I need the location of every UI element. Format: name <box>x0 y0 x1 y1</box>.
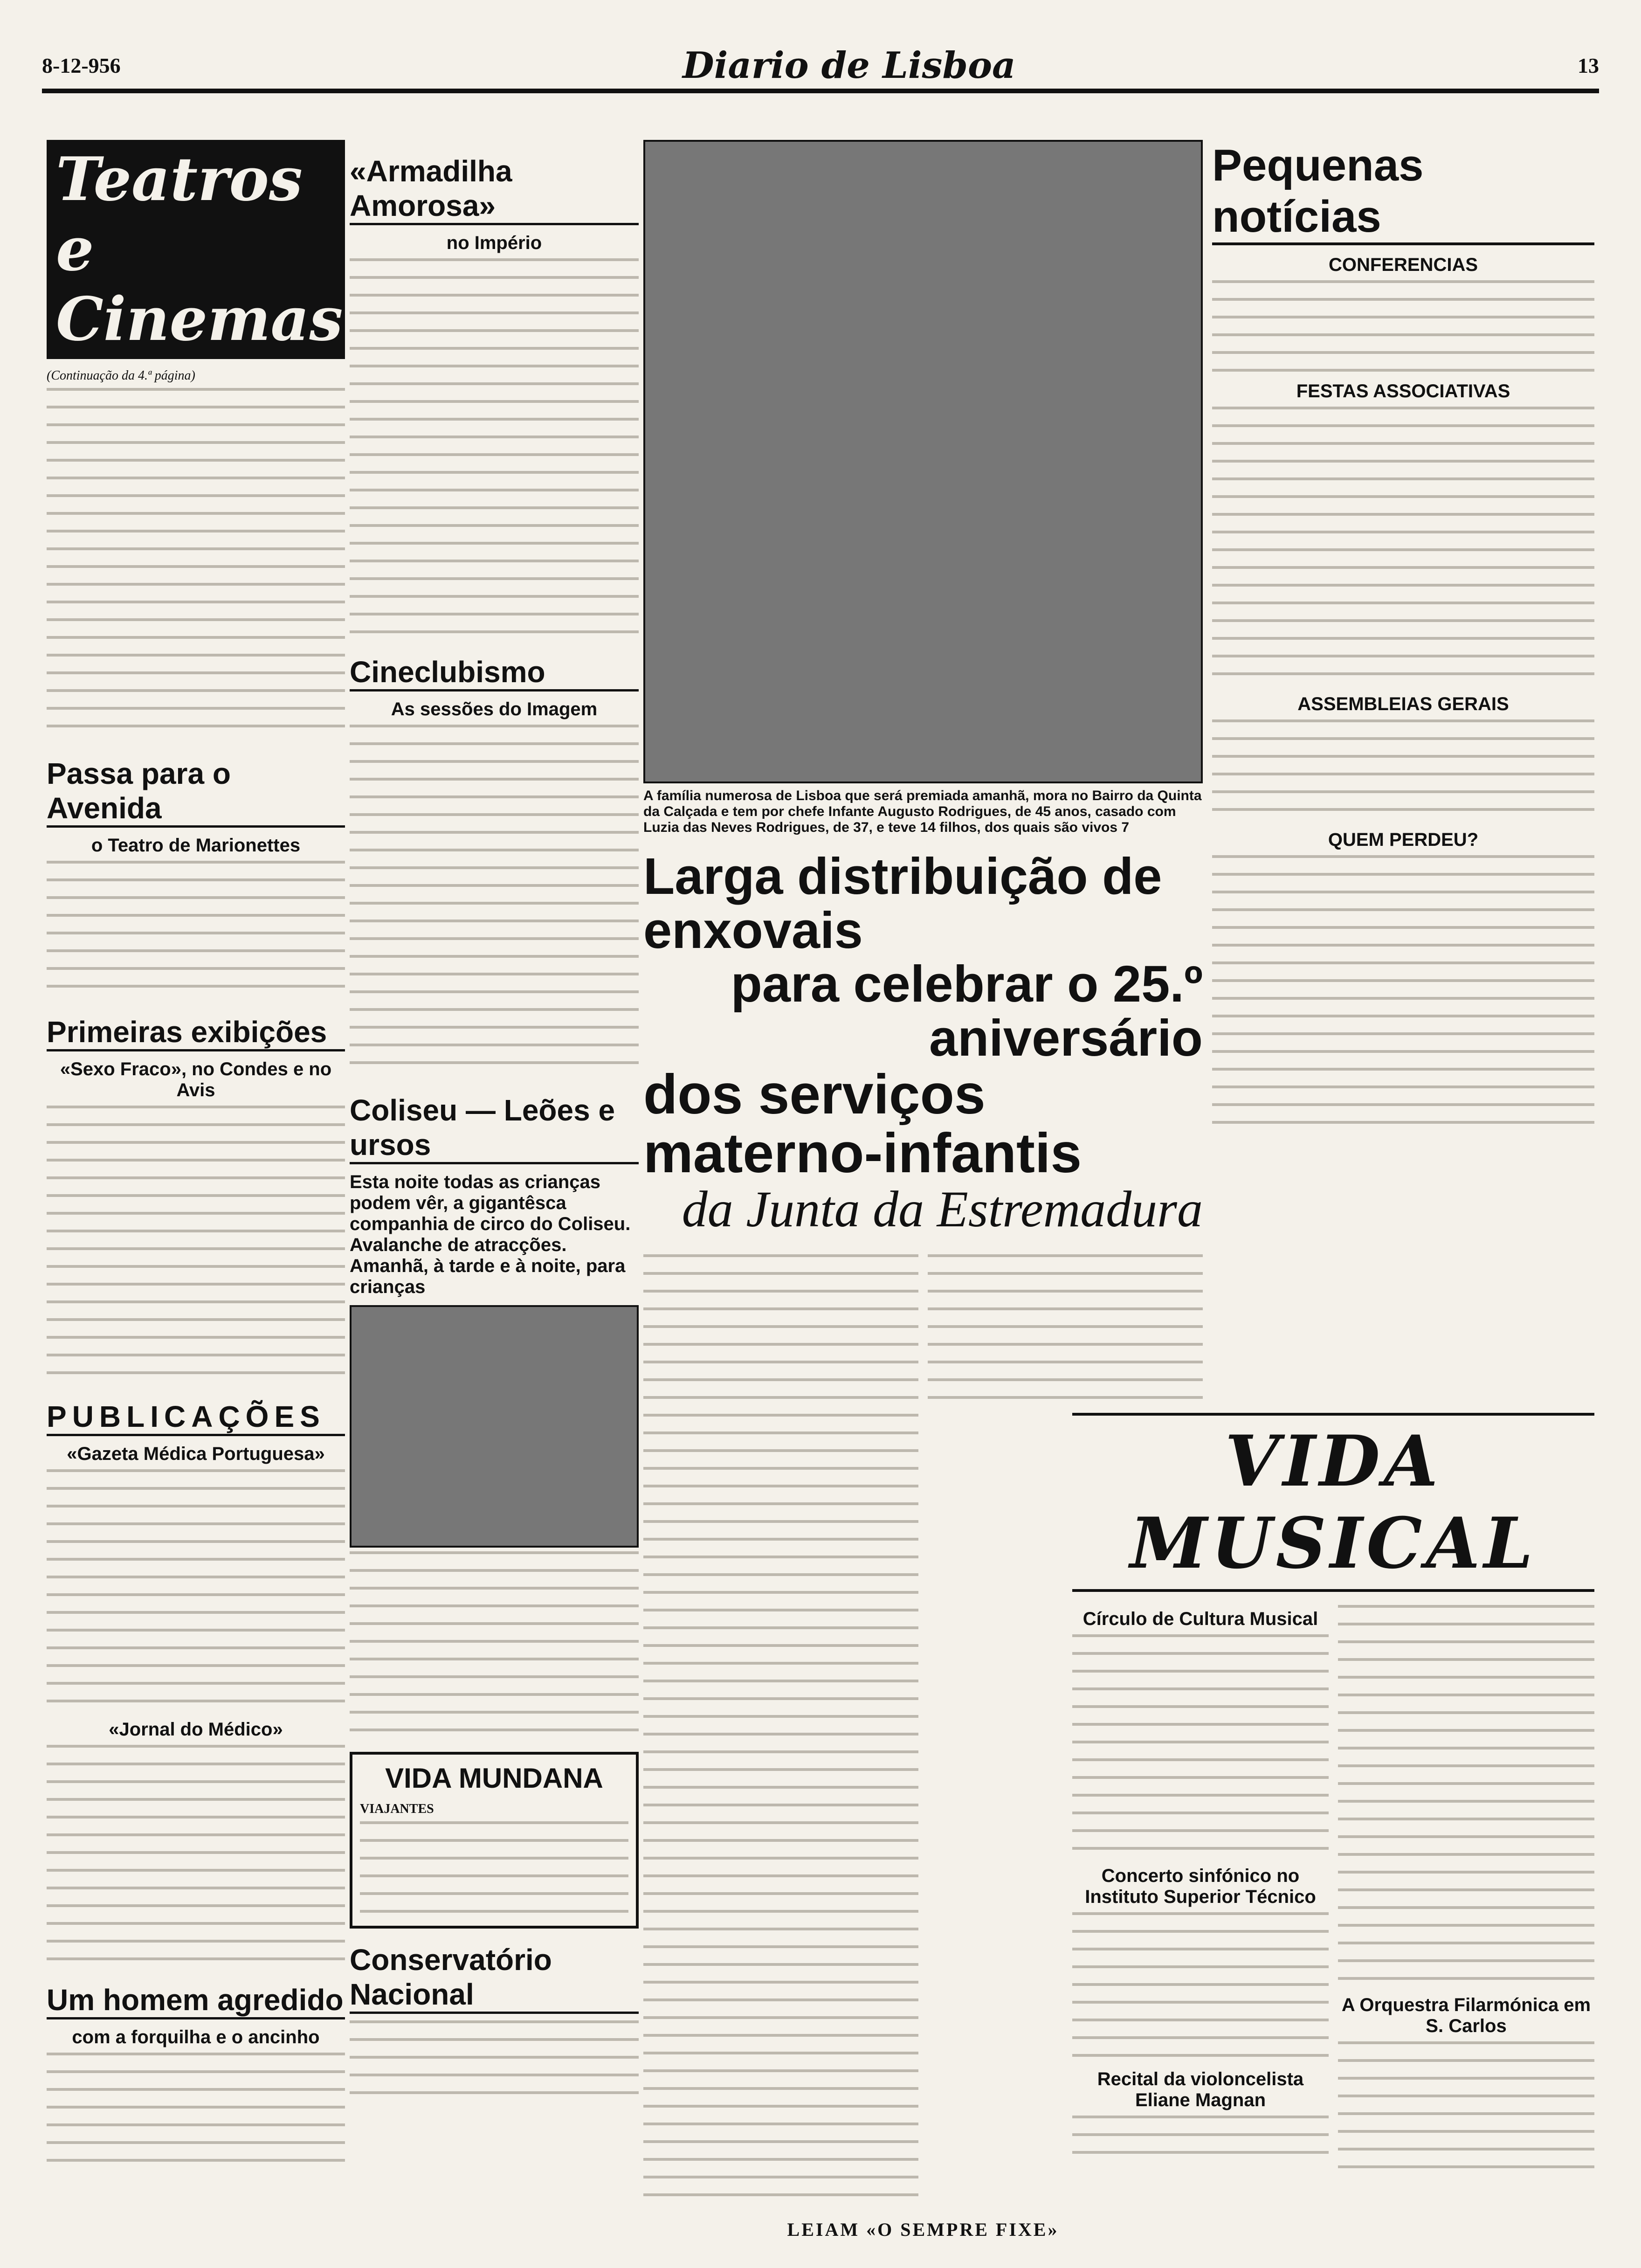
conservatorio-heading: Conservatório Nacional <box>350 1943 639 2014</box>
circus-photo <box>350 1305 639 1548</box>
vida-musical-section <box>1072 1399 1594 2185</box>
article-body <box>47 388 345 742</box>
article-body <box>47 861 345 1001</box>
article-body <box>47 1745 345 1969</box>
article-body <box>47 1106 345 1385</box>
assembleias-heading: ASSEMBLEIAS GERAIS <box>1297 694 1509 714</box>
continuation-note: (Continuação da 4.ª página) <box>47 368 195 383</box>
article-body <box>1338 1605 1594 1987</box>
headline-line-3: dos serviços materno-infantis <box>643 1063 1082 1184</box>
festas-heading: FESTAS ASSOCIATIVAS <box>1296 381 1510 401</box>
conferencias-heading: CONFERENCIAS <box>1328 255 1478 275</box>
column-1 <box>47 140 345 2229</box>
armadilha-subheading: no Império <box>446 233 542 253</box>
avenida-subheading: o Teatro de Marionettes <box>91 835 301 856</box>
quem-perdeu-heading: QUEM PERDEU? <box>1328 830 1479 850</box>
primeiras-heading: Primeiras exibições <box>47 1015 345 1051</box>
recital-heading: Recital da violoncelista Eliane Magnan <box>1097 2069 1304 2110</box>
photo-caption: A família numerosa de Lisboa que será premiada amanhã, mora no Bairro da Quinta da Calçada e tem por chefe Infante Augusto Rodrigues, de 45 anos, casado com Luzia das Neves Rodrigues, de 37, e teve 14 filhos, dos quais são vivos 7 <box>643 788 1202 835</box>
column-2 <box>350 140 639 2229</box>
avenida-heading: Passa para o Avenida <box>47 756 345 828</box>
article-body <box>1072 1912 1329 2061</box>
article-body <box>1212 855 1594 1126</box>
article-body <box>1072 2116 1329 2162</box>
headline-line-1: Larga distribuição de enxovais <box>643 848 1162 959</box>
gazeta-subheading: «Gazeta Médica Portuguesa» <box>67 1444 325 1464</box>
article-body <box>47 2053 345 2164</box>
armadilha-heading: «Armadilha Amorosa» <box>350 154 639 225</box>
coliseu-heading: Coliseu — Leões e ursos <box>350 1093 639 1164</box>
headline-line-2: para celebrar o 25.º aniversário <box>731 955 1203 1067</box>
publicacoes-heading: PUBLICAÇÕES <box>47 1399 345 1436</box>
headline-line-4: da Junta da Estremadura <box>682 1181 1203 1238</box>
section-banner: Teatros e Cinemas <box>47 140 345 359</box>
article-body <box>1338 2041 1594 2181</box>
issue-date: 8-12-956 <box>42 53 121 77</box>
cineclubismo-subheading: As sessões do Imagem <box>391 699 598 719</box>
agredido-subheading: com a forquilha e o ancinho <box>72 2027 320 2047</box>
jornal-subheading: «Jornal do Médico» <box>109 1719 283 1740</box>
article-body <box>1212 719 1594 822</box>
agredido-heading: Um homem agredido <box>47 1983 345 2019</box>
article-body <box>360 1821 628 1915</box>
pequenas-noticias-heading: Pequenas notícias <box>1212 140 1594 245</box>
article-body <box>643 1254 918 2206</box>
concerto-heading: Concerto sinfónico no Instituto Superior Técnico <box>1085 1866 1316 1907</box>
vida-mundana-heading: VIDA MUNDANA <box>385 1763 603 1794</box>
vida-musical-columns <box>1072 1601 1594 2185</box>
primeiras-subheading: «Sexo Fraco», no Condes e no Avis <box>60 1059 332 1100</box>
viajantes-label: VIAJANTES <box>360 1802 434 1816</box>
article-body <box>350 258 639 641</box>
article-body <box>350 1551 639 1738</box>
article-body <box>1212 407 1594 686</box>
article-body <box>350 725 639 1079</box>
page-number: 13 <box>1577 53 1599 77</box>
article-body <box>47 1469 345 1712</box>
vida-mundana-box <box>350 1752 639 1929</box>
article-body <box>928 1254 1203 1413</box>
cineclubismo-heading: Cineclubismo <box>350 655 639 691</box>
vida-musical-heading: VIDA MUSICAL <box>1072 1413 1594 1592</box>
article-body <box>1212 280 1594 373</box>
masthead <box>42 42 1599 93</box>
article-body <box>1072 1634 1329 1858</box>
family-photo <box>643 140 1203 783</box>
leiam-notice: LEIAM «O SEMPRE FIXE» <box>787 2219 1059 2240</box>
article-body <box>350 2020 639 2095</box>
newspaper-title: Diario de Lisboa <box>683 44 1016 87</box>
circulo-heading: Círculo de Cultura Musical <box>1083 1609 1318 1629</box>
coliseu-lead: Esta noite todas as crianças podem vêr, a gigantêsca companhia de circo do Coliseu. Avalanche de atracções. Amanhã, à tarde e à noite, para crianças <box>350 1172 631 1297</box>
orquestra-heading: A Orquestra Filarmónica em S. Carlos <box>1341 1995 1591 2036</box>
